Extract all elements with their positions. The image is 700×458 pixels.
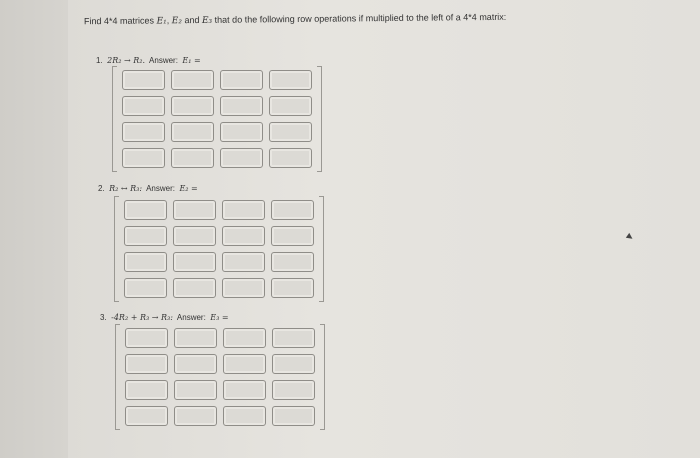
matrix-e3	[115, 324, 325, 430]
matrix-e2	[114, 196, 324, 302]
e1-cell-1-1[interactable]	[122, 70, 165, 90]
e2-cell-2-2[interactable]	[173, 226, 216, 246]
prompt-separator: ,	[166, 15, 172, 26]
e2-cell-3-3[interactable]	[222, 252, 265, 272]
matrix-name: E₁ =	[182, 56, 201, 65]
e2-cell-3-1[interactable]	[124, 252, 167, 272]
e1-cell-3-4[interactable]	[269, 122, 312, 142]
prompt-matrix-e3: E₃	[201, 15, 213, 26]
e3-cell-3-3[interactable]	[223, 380, 266, 400]
row-operation: 2R₂ → R₂.	[107, 56, 146, 65]
e1-cell-2-1[interactable]	[122, 96, 165, 116]
e2-cell-1-3[interactable]	[222, 200, 265, 220]
e1-cell-2-2[interactable]	[171, 96, 214, 116]
e1-cell-1-3[interactable]	[220, 70, 263, 90]
e2-cell-4-2[interactable]	[173, 278, 216, 298]
e1-cell-4-4[interactable]	[269, 148, 312, 168]
e2-cell-3-4[interactable]	[271, 252, 314, 272]
prompt-matrix-e2: E₂	[171, 16, 182, 27]
matrix-left-bracket	[112, 66, 117, 172]
e1-cell-2-3[interactable]	[220, 96, 263, 116]
e3-cell-3-2[interactable]	[174, 380, 217, 400]
e1-cell-1-4[interactable]	[269, 70, 312, 90]
question-1-label	[96, 56, 201, 65]
e3-cell-4-4[interactable]	[272, 406, 315, 426]
e3-cell-2-1[interactable]	[125, 354, 168, 374]
e2-cell-2-4[interactable]	[271, 226, 314, 246]
matrix-right-bracket	[320, 324, 325, 430]
row-operation: R₂ ↔ R₃:	[109, 184, 143, 193]
question-number: 2.	[98, 184, 105, 193]
answer-label: Answer:	[146, 184, 175, 193]
left-margin	[0, 0, 68, 458]
e3-cell-3-4[interactable]	[272, 380, 315, 400]
e3-cell-2-2[interactable]	[174, 354, 217, 374]
e2-cell-2-1[interactable]	[124, 226, 167, 246]
e2-cell-4-3[interactable]	[222, 278, 265, 298]
e1-cell-2-4[interactable]	[269, 96, 312, 116]
e1-cell-3-1[interactable]	[122, 122, 165, 142]
e2-cell-3-2[interactable]	[173, 252, 216, 272]
e3-cell-4-3[interactable]	[223, 406, 266, 426]
question-3-label	[100, 313, 229, 322]
e1-cell-4-1[interactable]	[122, 148, 165, 168]
e2-cell-2-3[interactable]	[222, 226, 265, 246]
e3-cell-1-1[interactable]	[125, 328, 168, 348]
question-number: 1.	[96, 56, 103, 65]
row-operation: -4R₂ + R₃ → R₃:	[111, 313, 173, 322]
e2-cell-1-2[interactable]	[173, 200, 216, 220]
answer-label: Answer:	[149, 56, 178, 65]
prompt-text-end: that do the following row operations if multiplied to the left of a 4*4 matrix:	[212, 11, 507, 25]
matrix-e1	[112, 66, 322, 172]
answer-label: Answer:	[176, 313, 206, 322]
e1-cell-4-2[interactable]	[171, 148, 214, 168]
e2-cell-1-4[interactable]	[271, 200, 314, 220]
e3-cell-4-2[interactable]	[174, 406, 217, 426]
prompt-matrix-e1: E₁	[156, 16, 167, 27]
e1-cell-3-3[interactable]	[220, 122, 263, 142]
matrix-left-bracket	[114, 196, 119, 302]
e1-cell-3-2[interactable]	[171, 122, 214, 142]
e3-cell-4-1[interactable]	[125, 406, 168, 426]
e2-cell-4-1[interactable]	[124, 278, 167, 298]
prompt-text-start: Find 4*4 matrices	[83, 15, 157, 27]
e1-cell-1-2[interactable]	[171, 70, 214, 90]
e2-cell-1-1[interactable]	[124, 200, 167, 220]
e3-cell-1-3[interactable]	[223, 328, 266, 348]
matrix-left-bracket	[115, 324, 120, 430]
prompt-and: and	[181, 14, 203, 26]
matrix-right-bracket	[317, 66, 322, 172]
question-2-label	[98, 184, 198, 193]
e3-cell-3-1[interactable]	[125, 380, 168, 400]
matrix-right-bracket	[319, 196, 324, 302]
e3-cell-2-3[interactable]	[223, 354, 266, 374]
e3-cell-2-4[interactable]	[272, 354, 315, 374]
e3-cell-1-2[interactable]	[174, 328, 217, 348]
e3-cell-1-4[interactable]	[272, 328, 315, 348]
matrix-name: E₂ =	[179, 184, 198, 193]
question-number: 3.	[100, 313, 107, 322]
e2-cell-4-4[interactable]	[271, 278, 314, 298]
e1-cell-4-3[interactable]	[220, 148, 263, 168]
matrix-name: E₃ =	[210, 313, 229, 322]
